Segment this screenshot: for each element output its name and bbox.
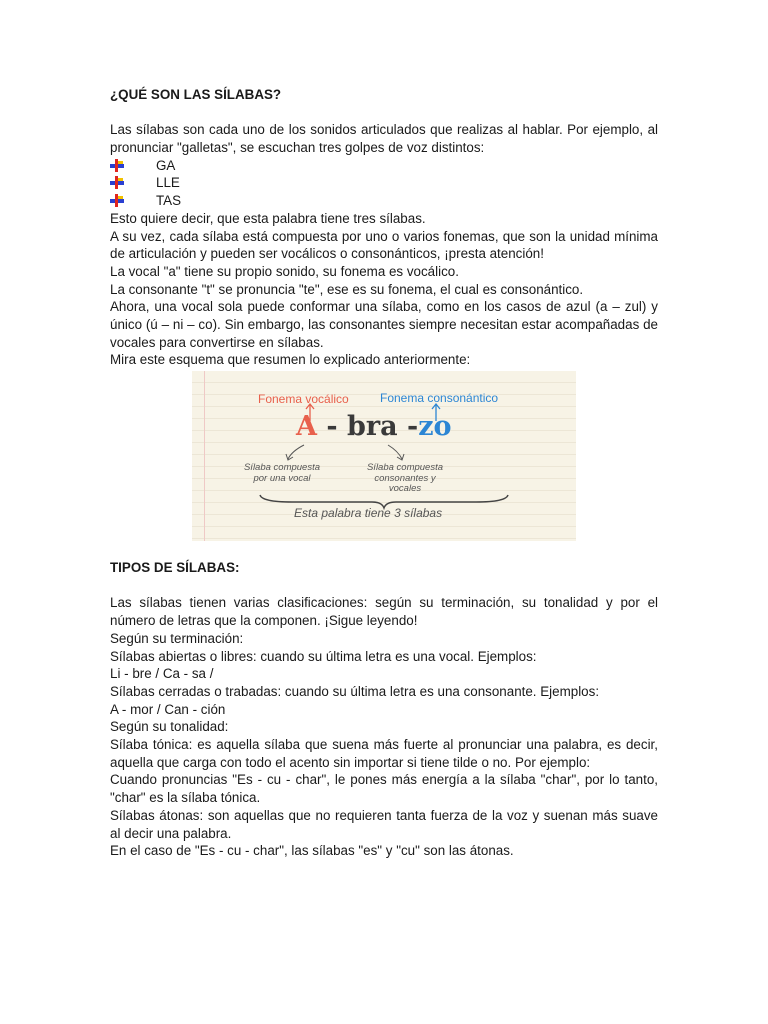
syllable-diagram [192,371,576,541]
paragraph: Según su tonalidad: [110,719,229,735]
paragraph: En el caso de "Es - cu - char", las sílabas "es" y "cu" son las átonas. [110,843,514,859]
note-consonant-syllable: Sílaba compuesta consonantes y vocales [366,462,444,494]
paragraph: Según su terminación: [110,630,244,646]
paragraph: La vocal "a" tiene su propio sonido, su fonema es vocálico. [110,263,459,279]
section-heading: ¿QUÉ SON LAS SÍLABAS? [110,87,282,102]
separator: - [316,411,347,442]
label-consonant-phoneme: Fonema consonántico [380,391,499,405]
paragraph: Mira este esquema que resumen lo explicado anteriormente: [110,352,471,368]
intro-paragraph: Las sílabas son cada uno de los sonidos articulados que realizas al hablar. Por ejemplo, al pronunciar "galletas", se escuchan tres golpes de voz distintos: [110,122,658,156]
section-what-are-syllables [110,86,658,369]
paragraph: Ahora, una vocal sola puede conformar una sílaba, como en los casos de azul (a – zul) y único (ú – ni – co). Sin embargo, las consonantes siempre necesitan estar acompañadas de vocales para convertirse en sílabas. [110,299,658,350]
bullet-flag-icon [110,194,124,207]
list-item [110,192,658,210]
list-item-text: LLE [156,175,180,191]
paragraph: Sílabas átonas: son aquellas que no requieren tanta fuerza de la voz y suenan más suave al decir una palabra. [110,807,658,841]
paragraph: Las sílabas tienen varias clasificaciones: según su terminación, su tonalidad y por el número de letras que la componen. ¡Sigue leyendo! [110,595,658,629]
paragraph: Sílabas abiertas o libres: cuando su última letra es una vocal. Ejemplos: [110,648,537,664]
paragraph: A - mor / Can - ción [110,701,226,717]
list-item-text: TAS [156,193,182,209]
paragraph: Sílabas cerradas o trabadas: cuando su última letra es una consonante. Ejemplos: [110,683,600,699]
syllable-list [110,157,658,210]
syllable-zo: zo [418,411,452,442]
list-item [110,157,658,175]
paragraph: Li - bre / Ca - sa / [110,666,214,682]
section-heading: TIPOS DE SÍLABAS: [110,560,240,575]
section-syllable-types [110,559,658,860]
syllable-bra: bra [346,411,398,442]
note-vowel-syllable: Sílaba compuesta por una vocal [243,462,321,484]
diagram-caption: Esta palabra tiene 3 sílabas [294,506,443,520]
paragraph: Cuando pronuncias "Es - cu - char", le pones más energía a la sílaba "char", por lo tanto, "char" es la sílaba tónica. [110,772,658,806]
label-vocalic-phoneme: Fonema vocálico [258,392,349,406]
syllable-a: A [296,411,317,442]
bullet-flag-icon [110,159,124,172]
bullet-flag-icon [110,176,124,189]
paragraph: Esto quiere decir, que esta palabra tiene tres sílabas. [110,210,426,226]
paragraph: A su vez, cada sílaba está compuesta por uno o varios fonemas, que son la unidad mínima de articulación y pueden ser vocálicos o consonánticos, ¡presta atención! [110,228,658,262]
separator: - [397,411,419,442]
example-word [296,411,452,442]
paragraph: Sílaba tónica: es aquella sílaba que suena más fuerte al pronunciar una palabra, es decir, aquella que carga con todo el acento sin importar si tiene tilde o no. Por ejemplo: [110,737,658,770]
paragraph: La consonante "t" se pronuncia "te", ese es su fonema, el cual es consonántico. [110,281,584,297]
list-item [110,174,658,192]
list-item-text: GA [156,157,176,173]
